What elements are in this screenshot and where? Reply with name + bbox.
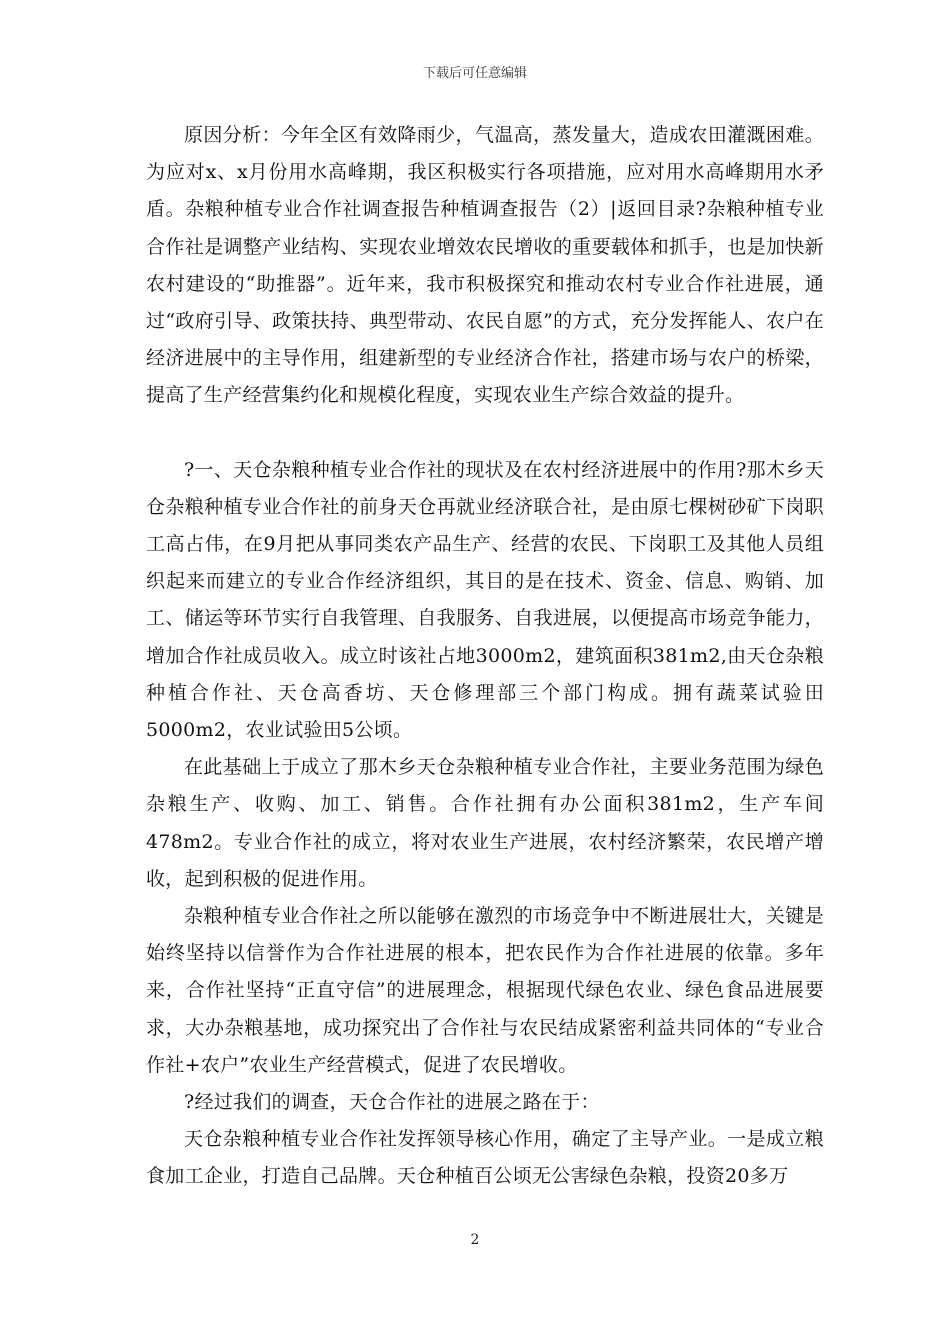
page-number: 2 — [470, 1232, 480, 1248]
paragraph-survey-intro: ?经过我们的调查，天仓合作社的进展之路在于： — [184, 1091, 600, 1114]
paragraph-spacer — [146, 415, 824, 452]
paragraph-leadership-role: 天仓杂粮种植专业合作社发挥领导核心作用，确定了主导产业。一是成立粮食加工企业，打造自己品牌。天仓种植百公顷无公害绿色杂粮，投资20多万 — [146, 1128, 824, 1188]
paragraph-cause-analysis: 原因分析：今年全区有效降雨少，气温高，蒸发量大，造成农田灌溉困难。为应对x、x月份用水高峰期，我区积极实行各项措施，应对用水高峰期用水矛盾。杂粮种植专业合作社调查报告种植调查报告（2）|返回目录?杂粮种植专业合作社是调整产业结构、实现农业增效农民增收的重要载体和抓手，也是加快新农村建设的“助推器”。近年来，我市积极探究和推动农村专业合作社进展，通过“政府引导、政策扶持、典型带动、农民自愿”的方式，充分发挥能人、农户在经济进展中的主导作用，组建新型的专业经济合作社，搭建市场与农户的桥梁，提高了生产经营集约化和规模化程度，实现农业生产综合效益的提升。 — [146, 124, 824, 407]
document-body — [146, 117, 824, 1196]
paragraph-cooperative-status: ?一、天仓杂粮种植专业合作社的现状及在农村经济进展中的作用?那木乡天仓杂粮种植专业合作社的前身天仓再就业经济联合社，是由原七棵树砂矿下岗职工高占伟，在9月把从事同类农产品生产、经营的农民、下岗职工及其他人员组织起来而建立的专业合作经济组织，其目的是在技术、资金、信息、购销、加工、储运等环节实行自我管理、自我服务、自我进展，以便提高市场竞争能力，增加合作社成员收入。成立时该社占地3000m2，建筑面积381m2,由天仓杂粮种植合作社、天仓高香坊、天仓修理部三个部门构成。拥有蔬菜试验田5000m2，农业试验田5公顷。 — [146, 458, 824, 742]
paragraph-cooperative-growth: 杂粮种植专业合作社之所以能够在激烈的市场竞争中不断进展壮大，关键是始终坚持以信誉作为合作社进展的根本，把农民作为合作社进展的依靠。多年来，合作社坚持“正直守信”的进展理念，根据现代绿色农业、绿色食品进展要求，大办杂粮基地，成功探究出了合作社与农民结成紧密利益共同体的“专业合作社+农户”农业生产经营模式，促进了农民增收。 — [146, 905, 824, 1076]
page-header: 下载后可任意编辑 — [422, 66, 527, 81]
paragraph-cooperative-founding: 在此基础上于成立了那木乡天仓杂粮种植专业合作社，主要业务范围为绿色杂粮生产、收购、加工、销售。合作社拥有办公面积381m2，生产车间478m2。专业合作社的成立，将对农业生产进展，农村经济繁荣，农民增产增收，起到积极的促进作用。 — [146, 756, 824, 890]
